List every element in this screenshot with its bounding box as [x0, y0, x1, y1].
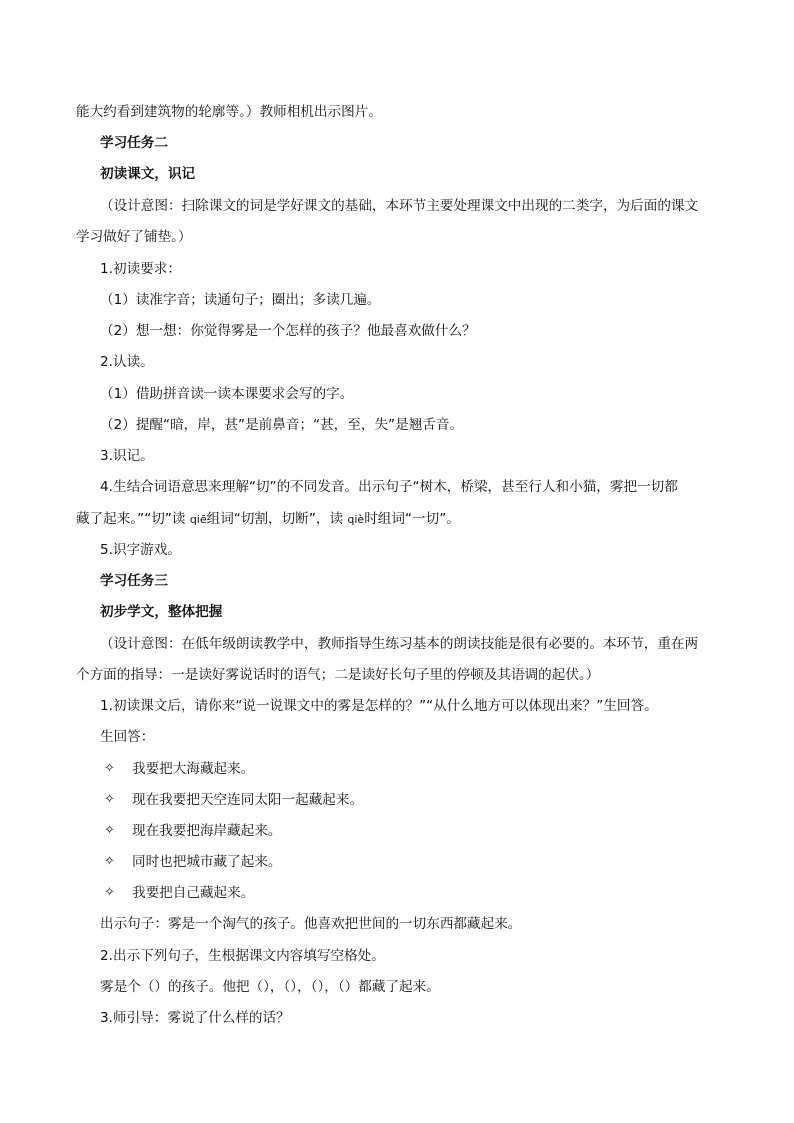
list-item: （2）提醒“暗，岸，甚”是前鼻音；“甚，至，失”是翘舌音。: [100, 417, 464, 433]
list-item: （1）读准字音；读通句子；圈出；多读几遍。: [100, 292, 381, 308]
bullet-item: 我要把自己藏起来。: [132, 885, 255, 901]
list-item: 4.生结合词语意思来理解“切”的不同发音。出示句子“树木，桥梁，甚至行人和小猫，雾把一切都: [100, 479, 678, 495]
list-item: 1.初读要求：: [100, 261, 181, 277]
bullet-item: 现在我要把天空连同太阳一起藏起来。: [132, 792, 364, 808]
star-bullet-icon: ✧: [104, 885, 115, 900]
star-bullet-icon: ✧: [104, 854, 115, 869]
list-item: 出示句子：雾是一个淘气的孩子。他喜欢把世间的一切东西都藏起来。: [100, 916, 522, 932]
design-intent-text: 学习做好了铺垫。）: [76, 229, 192, 245]
design-intent-text: （设计意图：在低年级朗读教学中，教师指导生练习基本的朗读技能是很有必要的。本环节，重在两: [100, 636, 699, 652]
text-fragment: 时组词“一切”。: [364, 511, 460, 527]
list-item: 2.认读。: [100, 354, 154, 370]
list-item: 3.识记。: [100, 448, 154, 464]
bullet-item: 同时也把城市藏了起来。: [132, 854, 282, 870]
list-item: 雾是个（）的孩子。他把（），（），（），（）都藏了起来。: [100, 979, 440, 995]
list-item: 生回答：: [100, 729, 155, 745]
star-bullet-icon: ✧: [104, 823, 115, 838]
list-item: 2.出示下列句子，生根据课文内容填写空格处。: [100, 948, 385, 964]
list-item: （1）借助拼音读一读本课要求会写的字。: [100, 386, 354, 402]
text-line: 能大约看到建筑物的轮廓等。）教师相机出示图片。: [76, 104, 382, 120]
text-fragment: 组词“切割，切断”，读: [206, 511, 348, 527]
star-bullet-icon: ✧: [104, 792, 115, 807]
design-intent-text: 个方面的指导：一是读好雾说话时的语气；二是读好长句子里的停顿及其语调的起伏。）: [76, 667, 600, 683]
star-bullet-icon: ✧: [104, 761, 115, 776]
section-subheading: 初步学文，整体把握: [100, 604, 223, 620]
pinyin-text: qiè: [347, 513, 365, 526]
list-item: 5.识字游戏。: [100, 542, 181, 558]
list-item: [76, 509, 794, 530]
list-item: （2）想一想：你觉得雾是一个怎样的孩子？他最喜欢做什么？: [100, 323, 476, 339]
bullet-item: 现在我要把海岸藏起来。: [132, 823, 282, 839]
bullet-item: 我要把大海藏起来。: [132, 761, 255, 777]
design-intent-text: （设计意图：扫除课文的词是学好课文的基础，本环节主要处理课文中出现的二类字，为后面的课文: [100, 198, 699, 214]
text-fragment: 藏了起来。”“切”读: [76, 511, 190, 527]
section-subheading: 初读课文，识记: [100, 166, 196, 182]
pinyin-text: qiē: [189, 513, 207, 526]
list-item: 3.师引导：雾说了什么样的话？: [100, 1010, 290, 1026]
section-heading: 学习任务三: [100, 573, 168, 589]
section-heading: 学习任务二: [100, 135, 168, 151]
list-item: 1.初读课文后，请你来“说一说课文中的雾是怎样的？”“从什么地方可以体现出来？”生回答。: [100, 698, 658, 714]
